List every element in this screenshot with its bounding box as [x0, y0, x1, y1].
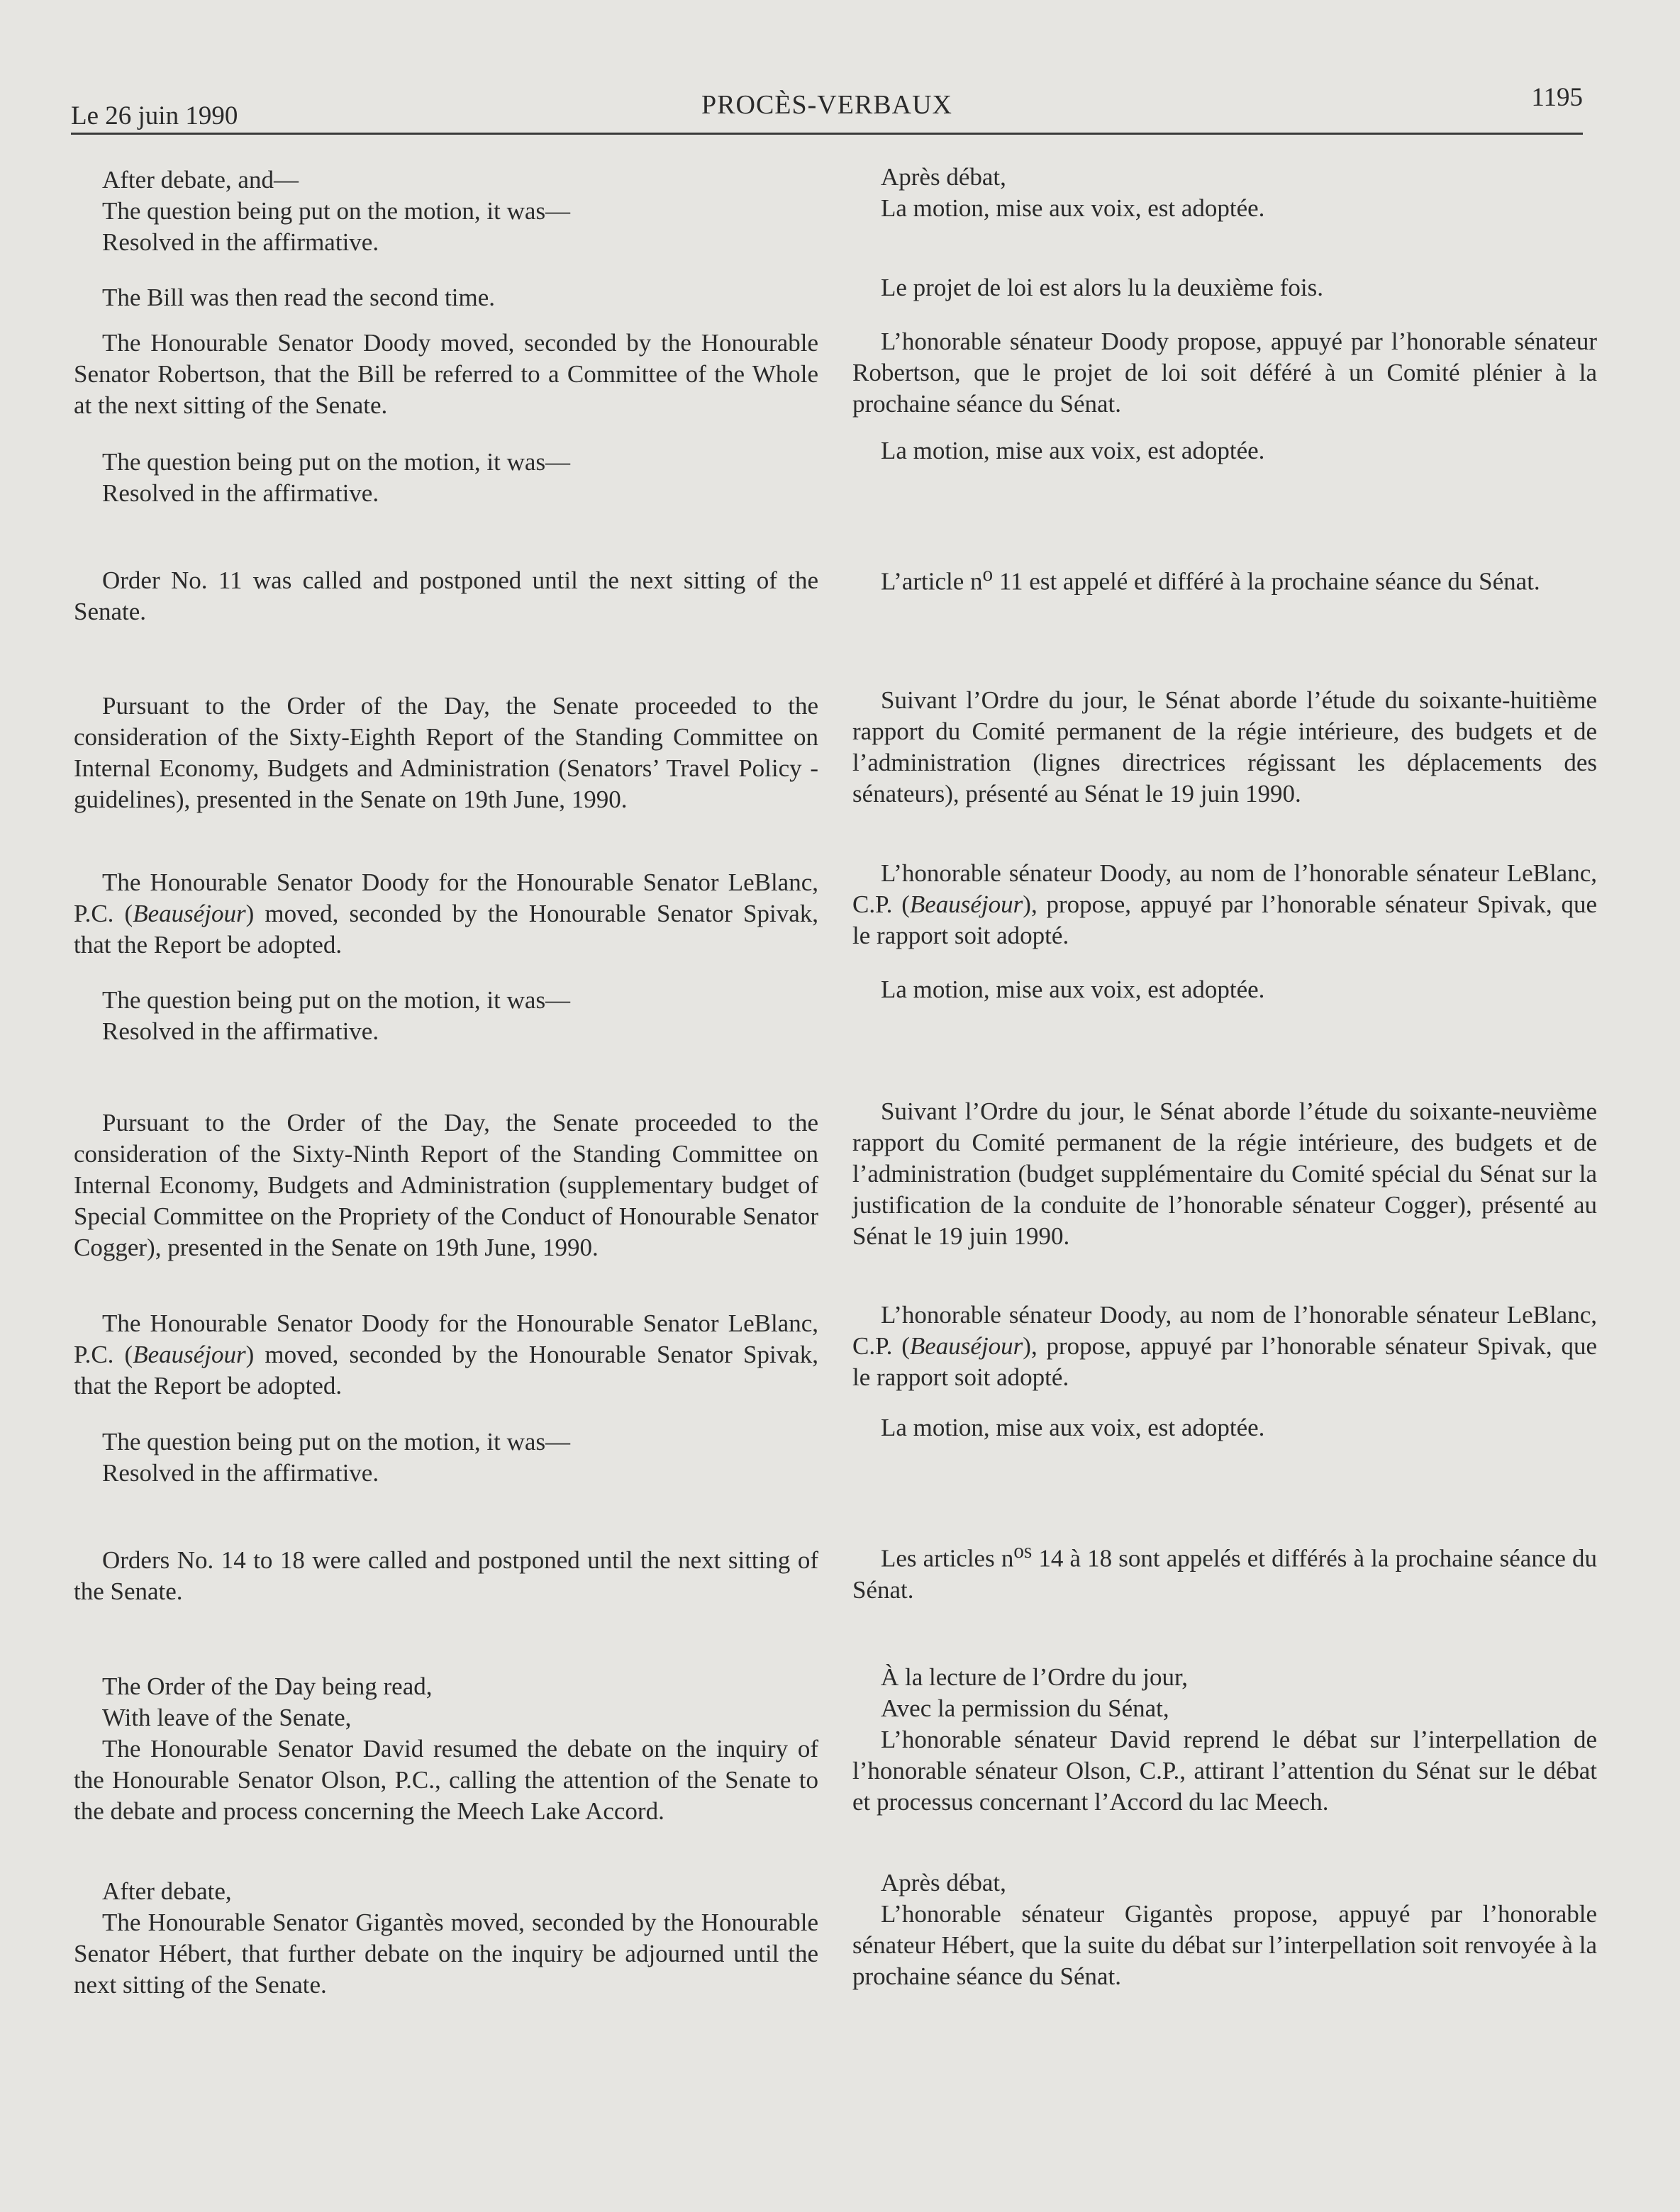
en-line: With leave of the Senate,	[102, 1704, 352, 1731]
fr-line: Le projet de loi est alors lu la deuxième fois.	[881, 274, 1323, 301]
en-line: Orders No. 14 to 18 were called and postponed until the next sitting of the Senate.	[74, 1546, 818, 1605]
en-line: Order No. 11 was called and postponed until the next sitting of the Senate.	[74, 566, 818, 625]
en-line: The Order of the Day being read,	[102, 1672, 433, 1700]
en-paragraph-68th-report	[74, 691, 818, 815]
fr-paragraph-article-11	[852, 559, 1597, 598]
en-line: Resolved in the affirmative.	[102, 479, 379, 507]
en-paragraph-adjournment	[74, 1876, 818, 2001]
en-line: After debate,	[102, 1877, 232, 1905]
fr-paragraph-articles-14-18	[852, 1536, 1597, 1606]
en-line	[74, 867, 818, 961]
fr-line: L’honorable sénateur David reprend le débat sur l’interpellation de l’honorable sénateur Olson, C.P., attirant l’attention du Sénat sur le débat et processus concernant l’Accord du lac Meech.	[852, 1726, 1597, 1816]
fr-paragraph-doody-2	[852, 1300, 1597, 1393]
fr-line: L’honorable sénateur Doody propose, appuyé par l’honorable sénateur Robertson, que le projet de loi soit déféré à un Comité plénier à la prochaine séance du Sénat.	[852, 328, 1597, 418]
en-line: The question being put on the motion, it was—	[102, 197, 571, 225]
en-line: Resolved in the affirmative.	[102, 228, 379, 256]
text-run: ), propose, appuyé par l’honorable sénateur Spivak, que le rapport soit adopté.	[852, 1332, 1597, 1391]
en-line: The Honourable Senator Gigantès moved, seconded by the Honourable Senator Hébert, that further debate on the inquiry be adjourned until the next sitting of the Senate.	[74, 1909, 818, 1999]
fr-line: L’honorable sénateur Gigantès propose, appuyé par l’honorable sénateur Hébert, que la suite du débat sur l’interpellation soit renvoyée à la prochaine séance du Sénat.	[852, 1900, 1597, 1990]
text-run: ) moved, seconded by the Honourable Senator Spivak, that the Report be adopted.	[74, 900, 818, 959]
fr-line: Suivant l’Ordre du jour, le Sénat aborde l’étude du soixante-huitième rapport du Comité permanent de la régie intérieure, des budgets et de l’administration (lignes directrices régissant les déplacements des sénateurs), présenté au Sénat le 19 juin 1990.	[852, 686, 1597, 808]
fr-line: Avec la permission du Sénat,	[881, 1694, 1169, 1722]
en-paragraph-second-reading	[74, 282, 818, 313]
text-run: ), propose, appuyé par l’honorable sénateur Spivak, que le rapport soit adopté.	[852, 890, 1597, 949]
fr-paragraph-lac-meech	[852, 1662, 1597, 1818]
fr-paragraph-68e-rapport	[852, 685, 1597, 810]
fr-line	[852, 1300, 1597, 1393]
en-line: After debate, and—	[102, 166, 299, 194]
en-line: Pursuant to the Order of the Day, the Senate proceeded to the consideration of the Sixty-Ninth Report of the Standing Committee on Internal Economy, Budgets and Administration (supplementary budget of Special Committee on the Propriety of the Conduct of Honourable Senator Cogger), presented in the Senate on 19th June, 1990.	[74, 1109, 818, 1261]
en-paragraph-after-debate	[74, 164, 818, 258]
en-line: The Honourable Senator Doody moved, seconded by the Honourable Senator Robertson, that the Bill be referred to a Committee of the Whole at the next sitting of the Senate.	[74, 329, 818, 419]
text-run: 14 à 18 sont appelés et différés à la prochaine séance du Sénat.	[852, 1544, 1598, 1604]
fr-line	[852, 1536, 1597, 1606]
en-line: Resolved in the affirmative.	[102, 1017, 379, 1045]
en-line	[74, 1308, 818, 1402]
fr-line	[852, 559, 1597, 598]
en-line: The Bill was then read the second time.	[102, 284, 496, 311]
text-run: L’honorable sénateur Doody, au nom de l’honorable sénateur LeBlanc, C.P. (	[852, 1301, 1597, 1360]
fr-paragraph-renvoi	[852, 1867, 1597, 1992]
en-paragraph-question	[74, 447, 818, 509]
fr-paragraph-apres-debat	[852, 162, 1597, 224]
text-emphasis: Beauséjour	[909, 1332, 1023, 1360]
fr-paragraph-adoptee-1	[852, 435, 1597, 467]
fr-line: La motion, mise aux voix, est adoptée.	[881, 976, 1265, 1003]
text-emphasis: Beauséjour	[133, 1341, 246, 1368]
en-paragraph-doody-motion-2	[74, 1308, 818, 1402]
text-superscript: o	[982, 563, 994, 586]
en-line: The Honourable Senator David resumed the debate on the inquiry of the Honourable Senator Olson, P.C., calling the attention of the Senate to the debate and process concerning the Meech Lake Accord.	[74, 1735, 818, 1825]
text-run: The Honourable Senator Doody for the Honourable Senator LeBlanc, P.C. (	[74, 868, 818, 927]
text-run: ) moved, seconded by the Honourable Senator Spivak, that the Report be adopted.	[74, 1341, 818, 1400]
text-run: Les articles n	[881, 1544, 1014, 1573]
text-superscript: os	[1013, 1540, 1033, 1563]
text-run: The Honourable Senator Doody for the Honourable Senator LeBlanc, P.C. (	[74, 1309, 818, 1368]
fr-line: Après débat,	[881, 1869, 1006, 1897]
fr-paragraph-adoptee-3	[852, 1412, 1597, 1443]
fr-line: Suivant l’Ordre du jour, le Sénat aborde l’étude du soixante-neuvième rapport du Comité permanent de la régie intérieure, des budgets et de l’administration (budget supplémentaire du Comité spécial du Sénat sur la justification de la conduite de l’honorable sénateur Cogger), présenté au Sénat le 19 juin 1990.	[852, 1097, 1597, 1250]
fr-paragraph-deferral	[852, 326, 1597, 420]
page-number: 1195	[1531, 83, 1583, 112]
text-run: L’honorable sénateur Doody, au nom de l’honorable sénateur LeBlanc, C.P. (	[852, 859, 1597, 918]
en-line: The question being put on the motion, it was—	[102, 1428, 571, 1456]
en-paragraph-order-11	[74, 565, 818, 627]
fr-line	[852, 858, 1597, 951]
en-paragraph-question-2	[74, 985, 818, 1047]
en-paragraph-69th-report	[74, 1107, 818, 1263]
fr-line: La motion, mise aux voix, est adoptée.	[881, 437, 1265, 464]
page-header	[71, 79, 1583, 136]
header-date: Le 26 juin 1990	[71, 101, 238, 130]
fr-line: Après débat,	[881, 163, 1006, 191]
fr-paragraph-deuxieme-fois	[852, 272, 1597, 303]
en-line: The question being put on the motion, it was—	[102, 448, 571, 476]
fr-paragraph-doody-1	[852, 858, 1597, 951]
en-paragraph-question-3	[74, 1426, 818, 1489]
en-paragraph-referral	[74, 328, 818, 421]
en-paragraph-meech-lake	[74, 1671, 818, 1827]
text-emphasis: Beauséjour	[909, 890, 1023, 918]
header-rule	[71, 133, 1583, 135]
fr-line: La motion, mise aux voix, est adoptée.	[881, 194, 1265, 222]
en-line: Resolved in the affirmative.	[102, 1459, 379, 1487]
en-paragraph-doody-motion-1	[74, 867, 818, 961]
fr-line: À la lecture de l’Ordre du jour,	[881, 1663, 1189, 1691]
fr-paragraph-69e-rapport	[852, 1096, 1597, 1252]
en-paragraph-orders-14-18	[74, 1545, 818, 1607]
en-line: The question being put on the motion, it was—	[102, 986, 571, 1014]
en-line: Pursuant to the Order of the Day, the Senate proceeded to the consideration of the Sixty-Eighth Report of the Standing Committee on Internal Economy, Budgets and Administration (Senators’ Travel Policy - guidelines), presented in the Senate on 19th June, 1990.	[74, 692, 818, 813]
text-run: L’article n	[881, 567, 983, 596]
fr-paragraph-adoptee-2	[852, 974, 1597, 1005]
text-emphasis: Beauséjour	[133, 900, 246, 927]
fr-line: La motion, mise aux voix, est adoptée.	[881, 1414, 1265, 1441]
header-title: PROCÈS-VERBAUX	[701, 90, 952, 120]
text-run: 11 est appelé et différé à la prochaine séance du Sénat.	[993, 567, 1540, 596]
